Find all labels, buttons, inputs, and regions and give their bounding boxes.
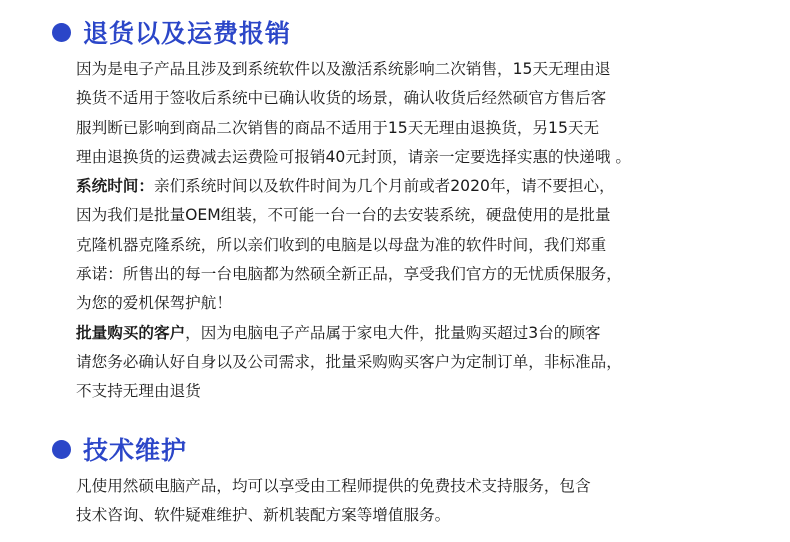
bulk-purchase-line: [76, 319, 631, 348]
text-line: 服判断已影响到商品二次销售的商品不适用于15天无理由退换货，另15天无: [76, 118, 600, 137]
bullet-dot-icon: [52, 23, 71, 42]
bulk-purchase-text: ，因为电脑电子产品属于家电大件，批量购买超过3台的顾客: [185, 323, 601, 342]
text-line: 换货不适用于签收后系统中已确认收货的场景，确认收货后经然硕官方售后客: [76, 89, 607, 108]
system-time-line: [76, 172, 631, 201]
text-line: 因为我们是批量OEM组装，不可能一台一台的去安装系统，硬盘使用的是批量: [76, 206, 611, 225]
text-line: 因为是电子产品且涉及到系统软件以及激活系统影响二次销售，15天无理由退: [76, 60, 611, 78]
text-line: 为您的爱机保驾护航！: [76, 294, 232, 313]
text-line: 承诺：所售出的每一台电脑都为然硕全新正品，享受我们官方的无忧质保服务，: [76, 265, 622, 284]
bulk-purchase-label: 批量购买的客户: [76, 323, 186, 342]
bullet-dot-icon: [52, 440, 71, 459]
text-line: 不支持无理由退货: [76, 382, 201, 401]
section-header-returns: [52, 14, 291, 50]
returns-policy-text: [76, 55, 631, 407]
system-time-label: 系统时间：: [76, 177, 154, 196]
text-line: 克隆机器克隆系统，所以亲们收到的电脑是以母盘为准的软件时间，我们郑重: [76, 235, 607, 254]
text-line: 理由退换货的运费减去运费险可报销40元封顶，请亲一定要选择实惠的快递哦 。: [76, 147, 631, 166]
section-header-tech-support: [52, 431, 187, 467]
section-title-returns: 退货以及运费报销: [83, 19, 292, 48]
system-time-text: 亲们系统时间以及软件时间为几个月前或者2020年，请不要担心，: [153, 177, 615, 196]
text-line: 技术咨询、软件疑难维护、新机装配方案等增值服务。: [76, 506, 451, 525]
text-line: 凡使用然硕电脑产品，均可以享受由工程师提供的免费技术支持服务，包含: [76, 477, 591, 495]
text-line: 请您务必确认好自身以及公司需求，批量采购购买客户为定制订单，非标准品，: [76, 352, 622, 371]
section-title-tech-support: 技术维护: [83, 436, 188, 465]
tech-support-text: [76, 472, 591, 531]
